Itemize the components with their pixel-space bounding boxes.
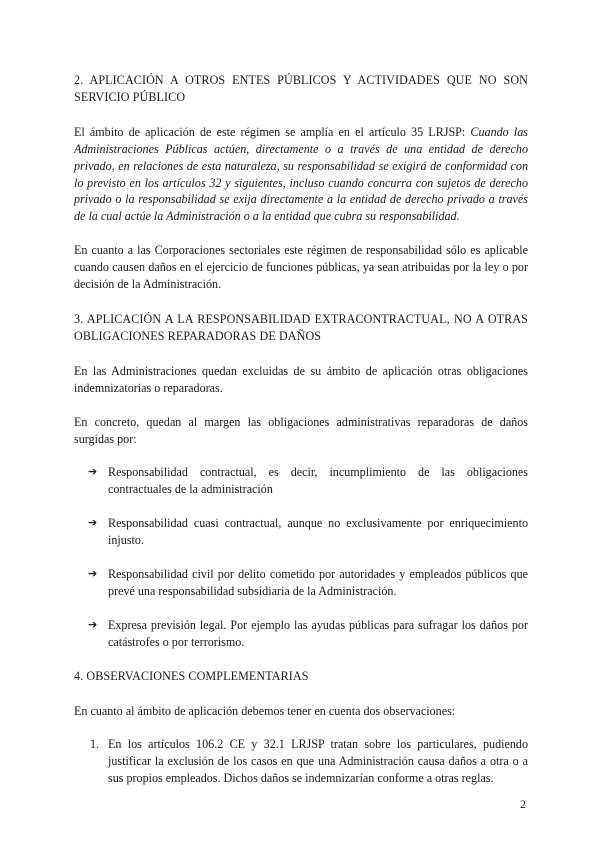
list-item-text: Responsabilidad cuasi contractual, aunque no exclusivamente por enriquecimiento injusto.	[108, 516, 528, 548]
section-3-paragraph-2: En concreto, quedan al margen las obligaciones administrativas reparadoras de daños surgidas por:	[74, 414, 528, 446]
arrow-bullet-icon: ➔	[88, 465, 98, 479]
arrow-bullet-icon: ➔	[88, 617, 98, 631]
arrow-bullet-icon: ➔	[88, 516, 98, 530]
list-item-text: Expresa previsión legal. Por ejemplo las ayudas públicas para sufragar los daños por catástrofes o por terrorismo.	[108, 617, 528, 649]
section-4-heading: 4. OBSERVACIONES COMPLEMENTARIAS	[74, 668, 309, 683]
arrow-bullet-icon: ➔	[88, 567, 98, 581]
section-2-legal-quote: Cuando las Administraciones Públicas actúen, directamente o a través de una entidad de derecho privado, en relaciones de esta naturaleza, su responsabilidad se exigirá de conformidad con lo previsto en los artículos 32 y siguientes, incluso cuando concurra con sujetos de derecho privado o la responsabilidad se exija directamente a la entidad de derecho privado a través de la cual actúe la Administración o a la entidad que cubra su responsabilidad.	[74, 124, 528, 224]
list-item	[74, 566, 528, 600]
section-2-paragraph-1	[74, 124, 528, 225]
numbered-item-1	[74, 736, 528, 787]
list-item-text: Responsabilidad contractual, es decir, incumplimiento de las obligaciones contractuales de la administración	[108, 465, 528, 497]
document-page	[74, 72, 528, 787]
section-2-paragraph-1-lead: El ámbito de aplicación de este régimen se amplía en el artículo 35 LRJSP:	[74, 124, 471, 139]
numbered-item-text: En los artículos 106.2 CE y 32.1 LRJSP tratan sobre los particulares, pudiendo justificar la exclusión de los casos en que una Administración causa daños a otra o a sus propios empleados. Dichos daños se indemnizarían conforme a otras reglas.	[108, 737, 528, 786]
section-3-paragraph-1: En las Administraciones quedan excluidas de su ámbito de aplicación otras obligaciones indemnizatorias o reparadoras.	[74, 363, 528, 395]
section-2-paragraph-2: En cuanto a las Corporaciones sectoriales este régimen de responsabilidad sólo es aplicable cuando causen daños en el ejercicio de funciones públicas, ya sean atribuidas por la ley o por decisión de la Administración.	[74, 243, 528, 292]
section-3-heading: 3. APLICACIÓN A LA RESPONSABILIDAD EXTRACONTRACTUAL, NO A OTRAS OBLIGACIONES REPARADORAS DE DAÑOS	[74, 311, 528, 343]
exclusions-list	[74, 464, 528, 650]
list-item	[74, 617, 528, 651]
numbered-item-marker: 1.	[90, 737, 100, 752]
section-2-heading: 2. APLICACIÓN A OTROS ENTES PÚBLICOS Y ACTIVIDADES QUE NO SON SERVICIO PÚBLICO	[74, 73, 528, 104]
page-number: 2	[520, 797, 526, 811]
section-4-paragraph-1: En cuanto al ámbito de aplicación debemos tener en cuenta dos observaciones:	[74, 703, 456, 718]
list-item	[74, 464, 528, 498]
list-item-text: Responsabilidad civil por delito cometido por autoridades y empleados públicos que prevé una responsabilidad subsidiaria de la Administración.	[108, 567, 528, 598]
list-item	[74, 515, 528, 549]
